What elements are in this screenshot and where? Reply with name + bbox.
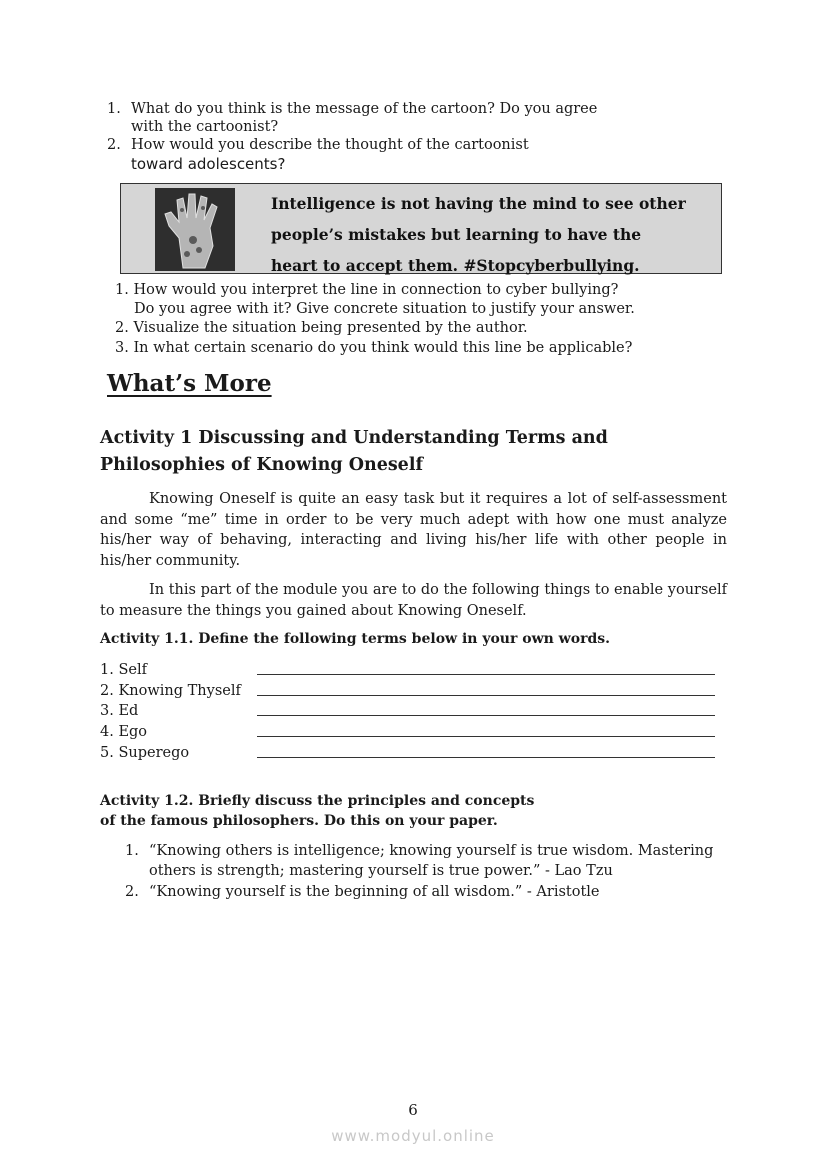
- quote-text: Intelligence is not having the mind to see other people’s mistakes but learning to have the heart to accept them. #Stopcyberbullying.: [271, 194, 686, 275]
- hand-print-image: [155, 188, 235, 271]
- term-row: [100, 699, 715, 719]
- term-row: [100, 658, 715, 678]
- philosopher-quote-1: 1. “Knowing others is intelligence; knowing yourself is true wisdom. Mastering: [125, 843, 714, 859]
- philosopher-quote-2: 2. “Knowing yourself is the beginning of all wisdom.” - Aristotle: [125, 884, 600, 900]
- watermark: www.modyul.online: [331, 1127, 495, 1145]
- cartoon-question-1: 1. What do you think is the message of the cartoon? Do you agree: [107, 101, 598, 117]
- term-row: [100, 741, 715, 761]
- cartoon-question-2: 2. How would you describe the thought of the cartoonist: [107, 137, 529, 153]
- page-number: 6: [408, 1101, 418, 1119]
- quote-box: [120, 183, 722, 274]
- term-label: 5. Superego: [100, 745, 190, 761]
- answer-blank[interactable]: [257, 756, 715, 758]
- term-label: 3. Ed: [100, 703, 139, 719]
- activity-1-2-instruction: Activity 1.2. Briefly discuss the principles and concepts: [100, 793, 535, 809]
- term-row: [100, 679, 715, 699]
- answer-blank[interactable]: [257, 714, 715, 716]
- section-heading: What’s More: [107, 370, 272, 397]
- line-question-1: 1. How would you interpret the line in connection to cyber bullying?: [115, 282, 619, 298]
- line-question-1-cont: Do you agree with it? Give concrete situation to justify your answer.: [134, 301, 635, 317]
- term-label: 1. Self: [100, 662, 147, 678]
- instruction-paragraph: In this part of the module you are to do the following things to enable yourself to measure the things you gained about Knowing Oneself.: [100, 582, 727, 619]
- term-row: [100, 720, 715, 740]
- cartoon-question-2-cont: toward adolescents?: [131, 155, 286, 173]
- answer-blank[interactable]: [257, 694, 715, 696]
- term-label: 4. Ego: [100, 724, 148, 740]
- term-label: 2. Knowing Thyself: [100, 683, 241, 699]
- activity-1-1-instruction: Activity 1.1. Define the following terms below in your own words.: [100, 631, 610, 647]
- activity-1-title: Activity 1 Discussing and Understanding Terms and Philosophies of Knowing Oneself: [100, 428, 608, 475]
- answer-blank[interactable]: [257, 673, 715, 675]
- philosopher-quote-1-cont: others is strength; mastering yourself is true power.” - Lao Tzu: [149, 863, 613, 879]
- intro-paragraph: Knowing Oneself is quite an easy task but it requires a lot of self-assessment and some “me” time in order to be very much adept with how one must analyze his/her way of behaving, interacting and living his/her life with other people in his/her community.: [100, 491, 727, 569]
- activity-1-2-instruction-cont: of the famous philosophers. Do this on your paper.: [100, 813, 498, 829]
- line-question-2: 2. Visualize the situation being presented by the author.: [115, 320, 528, 336]
- line-question-3: 3. In what certain scenario do you think would this line be applicable?: [115, 340, 633, 356]
- answer-blank[interactable]: [257, 735, 715, 737]
- cartoon-question-1-cont: with the cartoonist?: [131, 119, 279, 135]
